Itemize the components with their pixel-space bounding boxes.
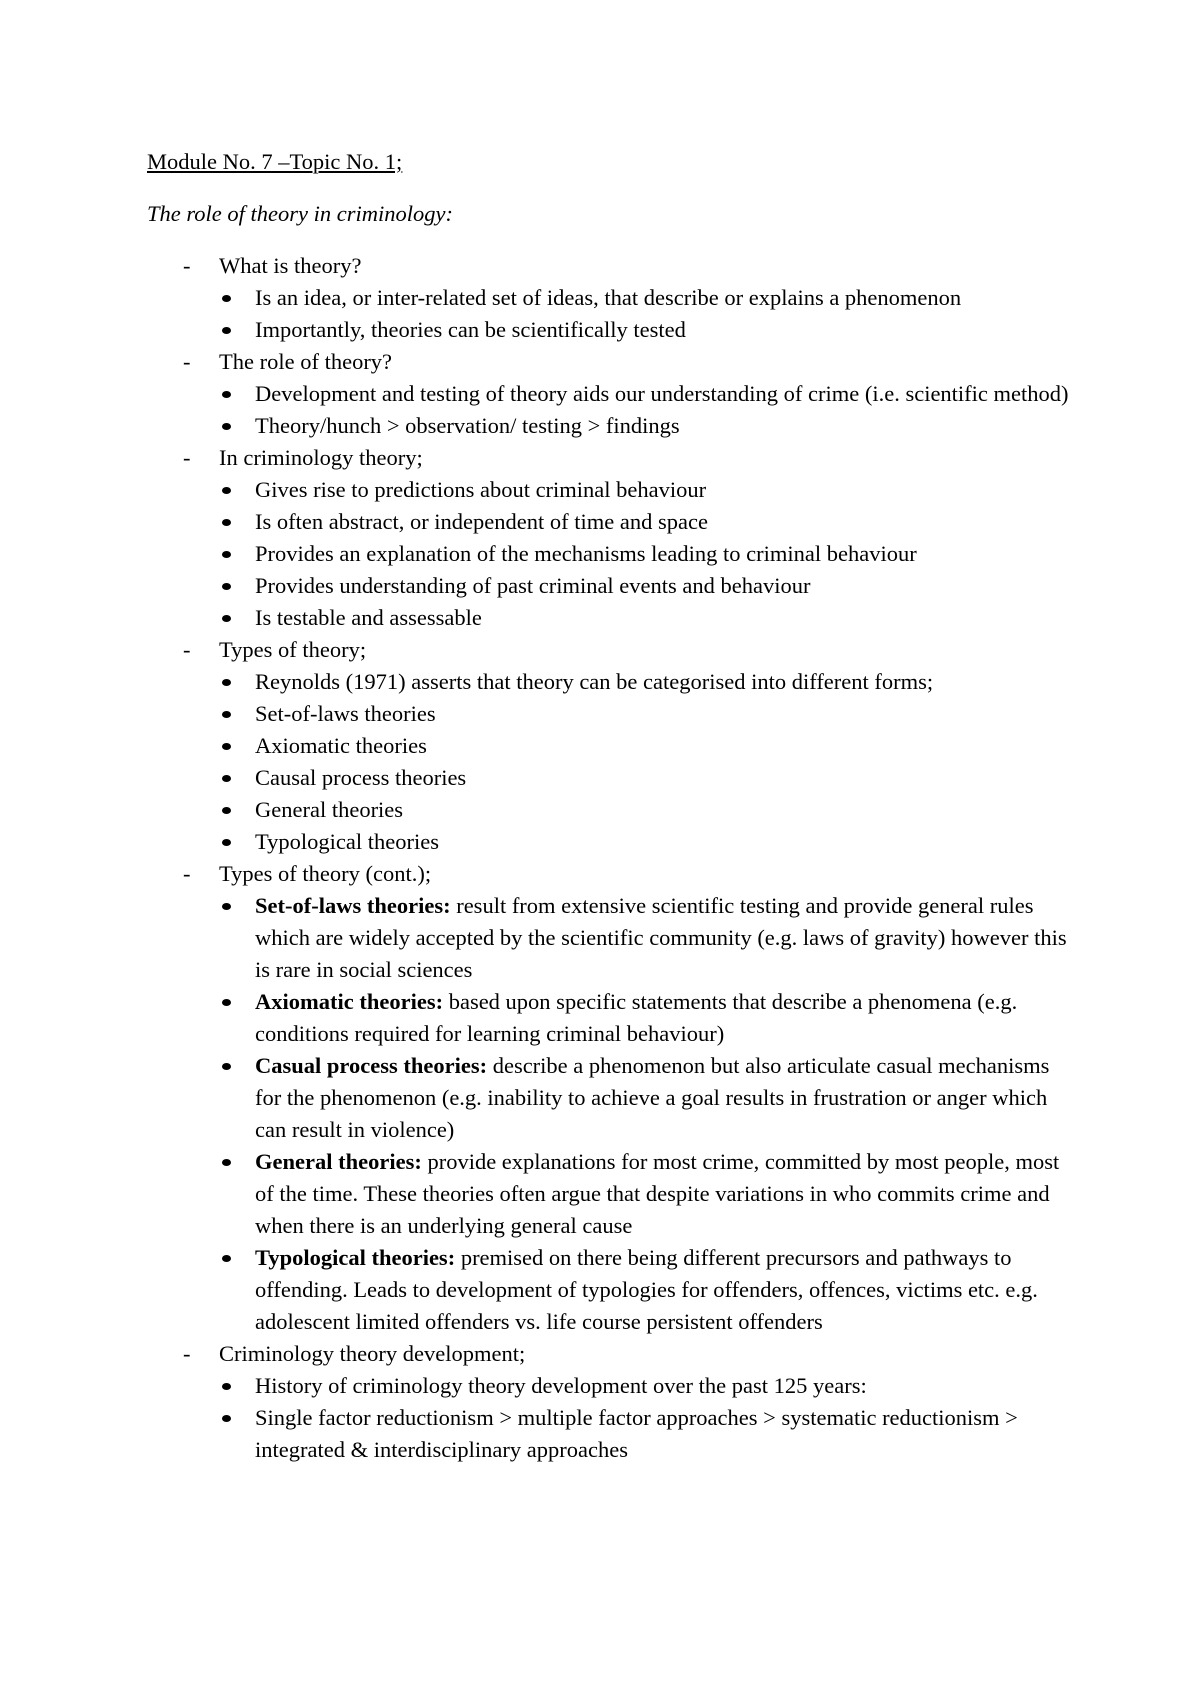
bullet-item xyxy=(219,282,1077,314)
topic-title: The role of theory in criminology: xyxy=(147,201,453,226)
bullet-list xyxy=(219,666,1077,858)
bullet-dot-icon xyxy=(222,999,231,1006)
bullet-dot-icon xyxy=(222,487,231,494)
bullet-item xyxy=(219,730,1077,762)
bullet-lead-term: Set-of-laws theories: xyxy=(255,893,451,918)
bullet-item xyxy=(219,474,1077,506)
bullet-list xyxy=(219,1370,1077,1466)
bullet-text: Is often abstract, or independent of time and space xyxy=(255,509,708,534)
bullet-dot-icon xyxy=(222,1159,231,1166)
bullet-text: Is an idea, or inter-related set of ideas, that describe or explains a phenomenon xyxy=(255,285,962,310)
bullet-text: premised on there being different precursors and pathways to offending. Leads to development of typologies for offenders, offences, victims etc. e.g. adolescent limited offenders vs. life course persistent offenders xyxy=(255,1245,1038,1334)
bullet-item xyxy=(219,1146,1077,1242)
bullet-item xyxy=(219,794,1077,826)
bullet-dot-icon xyxy=(222,775,231,782)
bullet-lead-term: Casual process theories: xyxy=(255,1053,488,1078)
bullet-dot-icon xyxy=(222,519,231,526)
section-heading: What is theory? xyxy=(219,253,362,278)
bullet-lead-term: Typological theories: xyxy=(255,1245,456,1270)
bullet-list xyxy=(219,378,1077,442)
dash-marker: - xyxy=(183,1341,191,1366)
bullet-dot-icon xyxy=(222,615,231,622)
bullet-item xyxy=(219,698,1077,730)
module-heading: Module No. 7 –Topic No. 1; xyxy=(147,149,403,174)
outline-section xyxy=(147,442,1077,634)
bullet-dot-icon xyxy=(222,679,231,686)
bullet-text: describe a phenomenon but also articulate casual mechanisms for the phenomenon (e.g. inability to achieve a goal results in frustration or anger which can result in violence) xyxy=(255,1053,1050,1142)
bullet-item xyxy=(219,1242,1077,1338)
bullet-dot-icon xyxy=(222,1415,231,1422)
bullet-text: Theory/hunch > observation/ testing > findings xyxy=(255,413,680,438)
dash-marker: - xyxy=(183,637,191,662)
outline-section xyxy=(147,634,1077,858)
bullet-dot-icon xyxy=(222,903,231,910)
bullet-text: provide explanations for most crime, committed by most people, most of the time. These theories often argue that despite variations in who commits crime and when there is an underlying general cause xyxy=(255,1149,1060,1238)
bullet-text: History of criminology theory development over the past 125 years: xyxy=(255,1373,867,1398)
dash-marker: - xyxy=(183,253,191,278)
bullet-dot-icon xyxy=(222,551,231,558)
section-heading: In criminology theory; xyxy=(219,445,423,470)
bullet-item xyxy=(219,570,1077,602)
bullet-item xyxy=(219,506,1077,538)
bullet-item xyxy=(219,986,1077,1050)
bullet-text: Is testable and assessable xyxy=(255,605,482,630)
bullet-text: Development and testing of theory aids our understanding of crime (i.e. scientific method) xyxy=(255,381,1069,406)
bullet-dot-icon xyxy=(222,711,231,718)
bullet-item xyxy=(219,1402,1077,1466)
bullet-list xyxy=(219,890,1077,1338)
bullet-item xyxy=(219,602,1077,634)
section-heading: The role of theory? xyxy=(219,349,393,374)
bullet-text: Provides an explanation of the mechanisms leading to criminal behaviour xyxy=(255,541,917,566)
dash-marker: - xyxy=(183,349,191,374)
bullet-text: Reynolds (1971) asserts that theory can be categorised into different forms; xyxy=(255,669,934,694)
bullet-lead-term: General theories: xyxy=(255,1149,422,1174)
bullet-text: Gives rise to predictions about criminal behaviour xyxy=(255,477,707,502)
bullet-text: Importantly, theories can be scientifically tested xyxy=(255,317,686,342)
bullet-text: General theories xyxy=(255,797,404,822)
section-heading: Criminology theory development; xyxy=(219,1341,526,1366)
bullet-dot-icon xyxy=(222,743,231,750)
dash-marker: - xyxy=(183,861,191,886)
bullet-text: Single factor reductionism > multiple factor approaches > systematic reductionism > integrated & interdisciplinary approaches xyxy=(255,1405,1018,1462)
outline-section xyxy=(147,346,1077,442)
bullet-list xyxy=(219,282,1077,346)
bullet-item xyxy=(219,666,1077,698)
bullet-item xyxy=(219,826,1077,858)
outline-section xyxy=(147,1338,1077,1466)
bullet-item xyxy=(219,314,1077,346)
outline-section xyxy=(147,858,1077,1338)
bullet-text: based upon specific statements that describe a phenomena (e.g. conditions required for learning criminal behaviour) xyxy=(255,989,1018,1046)
dash-marker: - xyxy=(183,445,191,470)
bullet-item xyxy=(219,1050,1077,1146)
bullet-dot-icon xyxy=(222,423,231,430)
bullet-dot-icon xyxy=(222,1063,231,1070)
bullet-dot-icon xyxy=(222,807,231,814)
outline-section xyxy=(147,250,1077,346)
bullet-item xyxy=(219,378,1077,410)
bullet-item xyxy=(219,1370,1077,1402)
bullet-text: Provides understanding of past criminal events and behaviour xyxy=(255,573,811,598)
bullet-item xyxy=(219,538,1077,570)
bullet-dot-icon xyxy=(222,391,231,398)
bullet-text: result from extensive scientific testing and provide general rules which are widely accepted by the scientific community (e.g. laws of gravity) however this is rare in social sciences xyxy=(255,893,1067,982)
section-heading: Types of theory (cont.); xyxy=(219,861,432,886)
bullet-dot-icon xyxy=(222,1383,231,1390)
bullet-item xyxy=(219,762,1077,794)
bullet-dot-icon xyxy=(222,583,231,590)
section-heading: Types of theory; xyxy=(219,637,367,662)
bullet-item xyxy=(219,890,1077,986)
bullet-text: Typological theories xyxy=(255,829,439,854)
bullet-item xyxy=(219,410,1077,442)
bullet-text: Axiomatic theories xyxy=(255,733,427,758)
bullet-list xyxy=(219,474,1077,634)
bullet-dot-icon xyxy=(222,327,231,334)
bullet-dot-icon xyxy=(222,839,231,846)
bullet-lead-term: Axiomatic theories: xyxy=(255,989,444,1014)
bullet-text: Set-of-laws theories xyxy=(255,701,436,726)
section-list xyxy=(147,250,1077,1466)
bullet-dot-icon xyxy=(222,295,231,302)
page-content xyxy=(147,146,1077,1466)
bullet-dot-icon xyxy=(222,1255,231,1262)
bullet-text: Causal process theories xyxy=(255,765,467,790)
